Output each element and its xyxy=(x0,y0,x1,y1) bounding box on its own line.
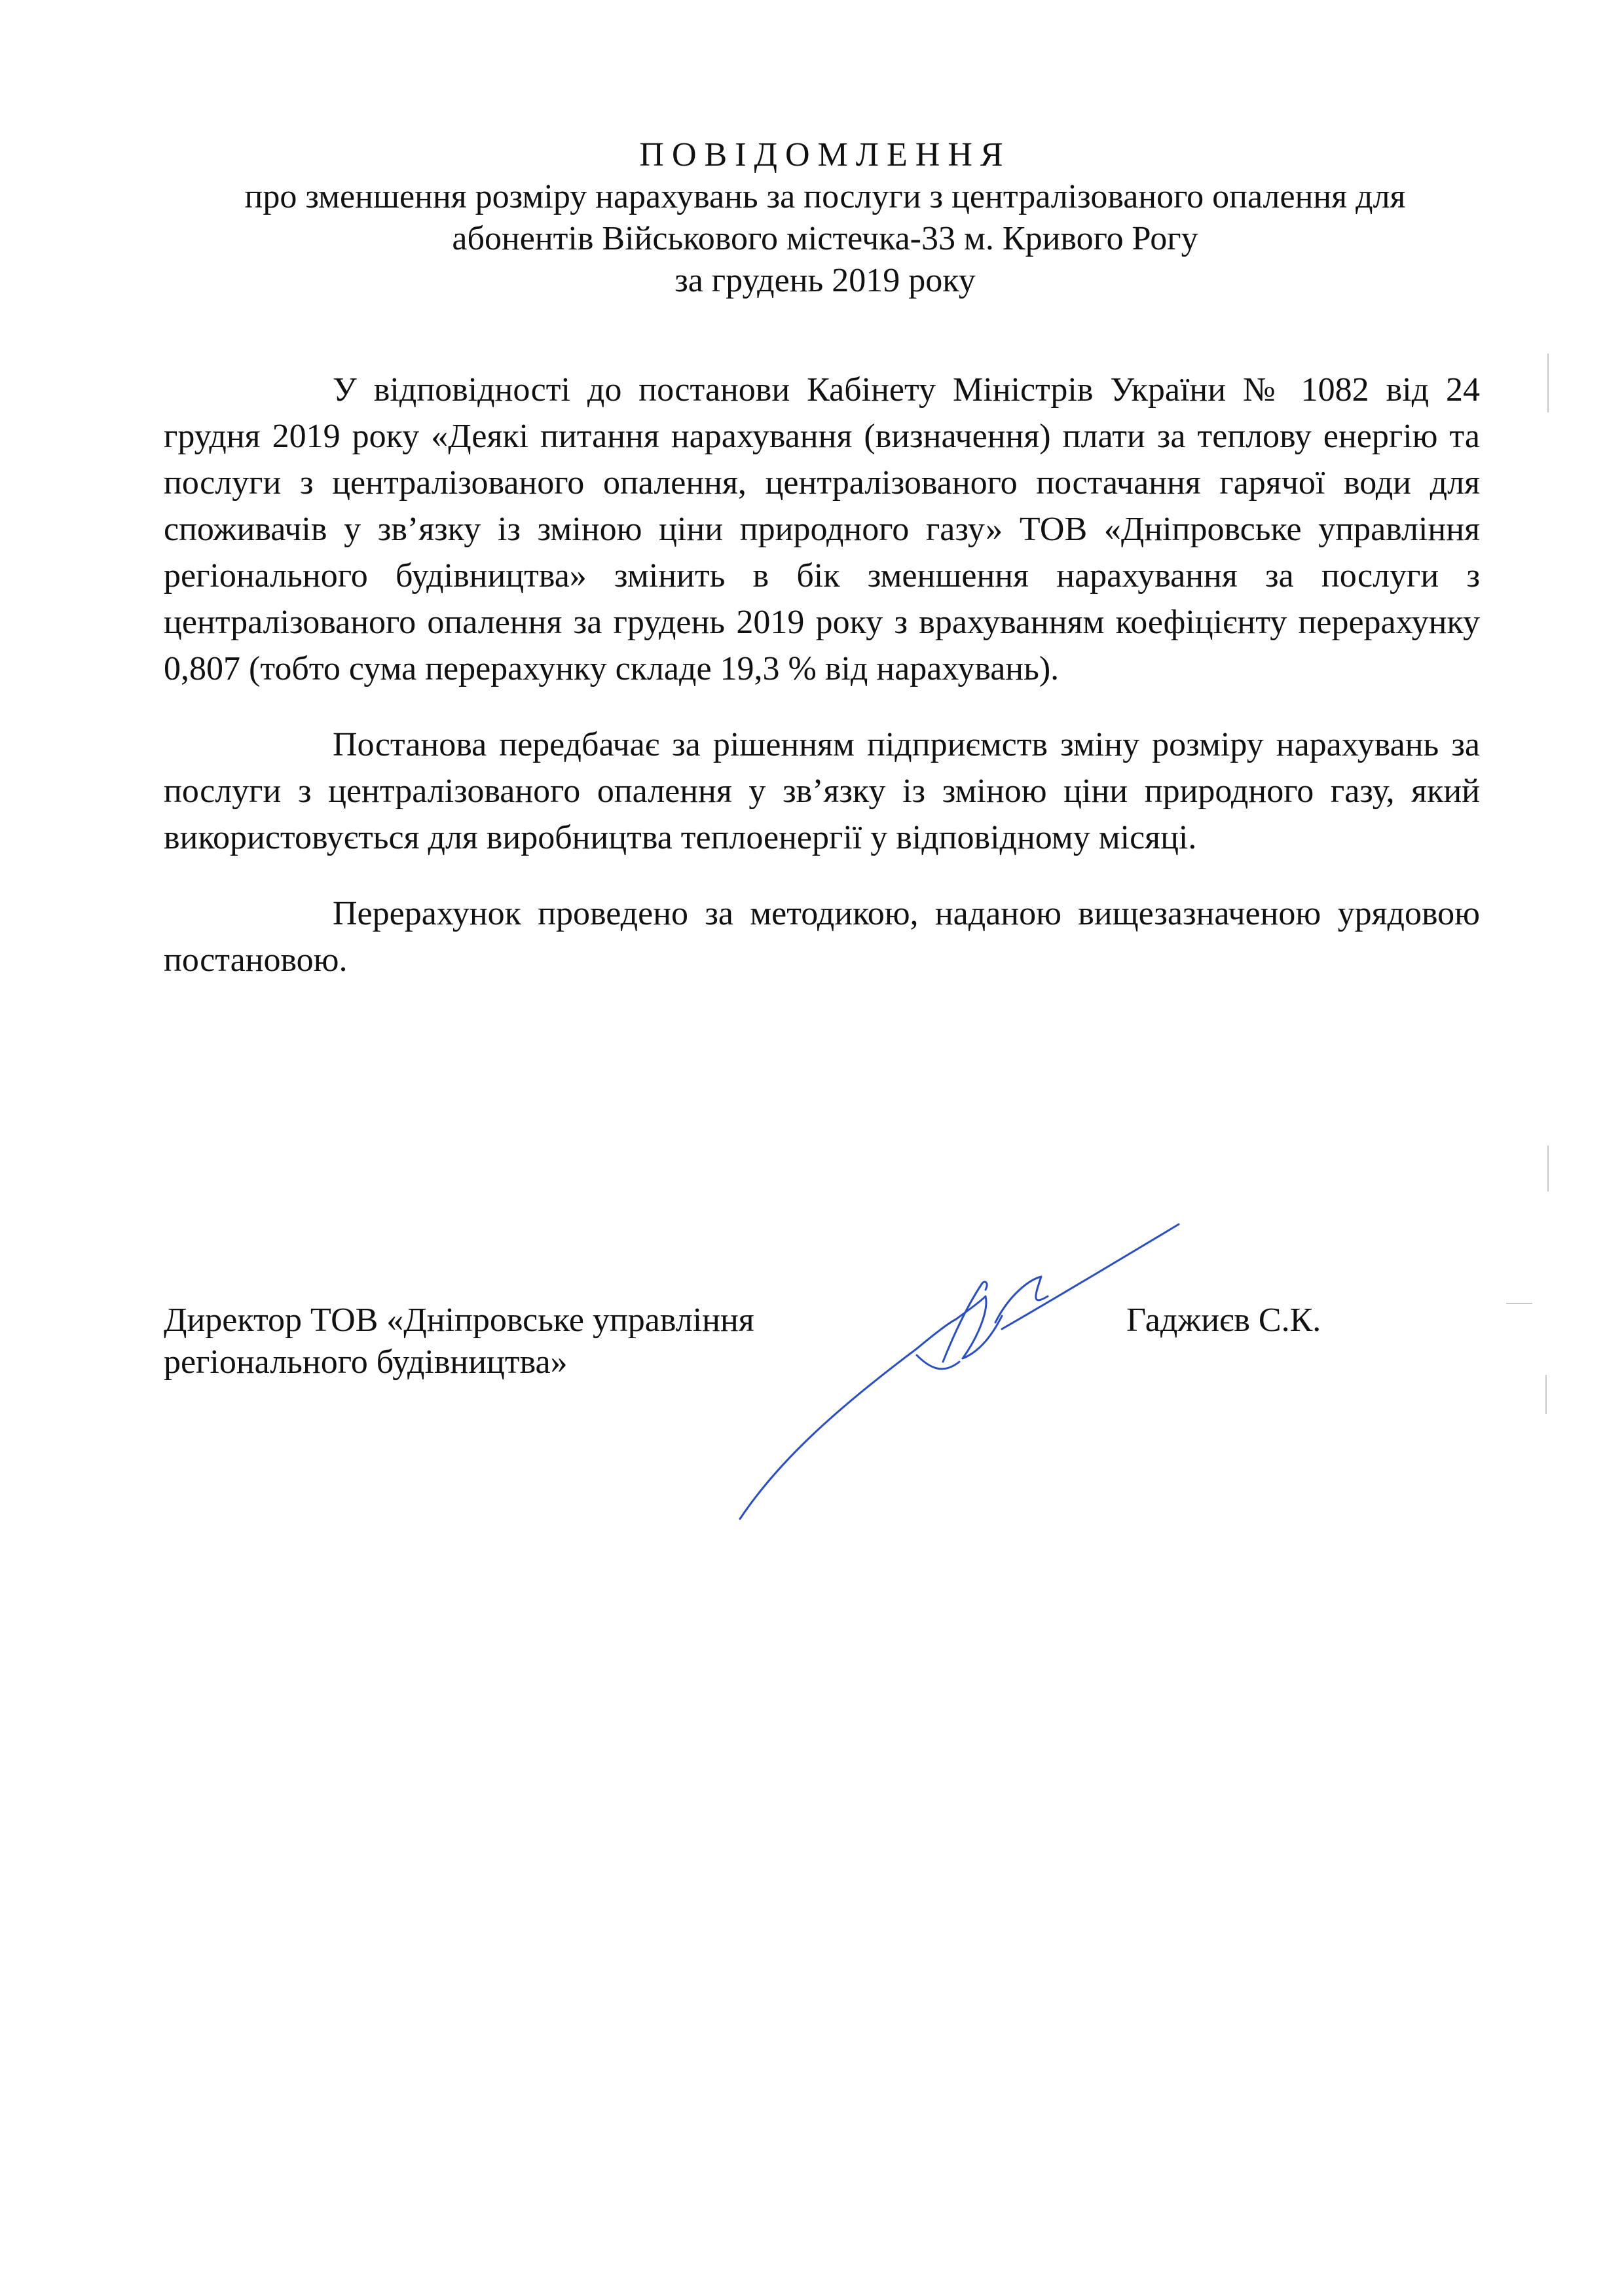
document-title: ПОВІДОМЛЕННЯ xyxy=(639,136,1011,173)
subtitle-line-2: абонентів Військового містечка-33 м. Кривого Рогу xyxy=(452,220,1198,257)
document-header xyxy=(157,134,1493,302)
signatory-position-line-1: Директор ТОВ «Дніпровське управління xyxy=(164,1302,754,1339)
signatory-position-line-2: регіонального будівництва» xyxy=(164,1343,568,1381)
signatory-position xyxy=(164,1300,884,1383)
scan-mark xyxy=(1506,1303,1532,1304)
scan-mark xyxy=(1547,1146,1549,1192)
paragraph-1: У відповідності до постанови Кабінету Міністрів України № 1082 від 24 грудня 2019 року «Деякі питання нарахування (визначення) плати за теплову енергію та послуги з централізованого опалення, централізованого постачання гарячої води для споживачів у зв’язку із зміною ціни природного газу» ТОВ «Дніпровське управління регіонального будівництва» змінить в бік зменшення нарахування за послуги з централізованого опалення за грудень 2019 року з врахуванням коефіцієнту перерахунку 0,807 (тобто сума перерахунку складе 19,3 % від нарахувань). xyxy=(164,371,1480,687)
paragraph-2: Постанова передбачає за рішенням підприємств зміну розміру нарахувань за послуги з централізованого опалення у зв’язку із зміною ціни природного газу, який використовується для виробництва теплоенергії у відповідному місяці. xyxy=(164,726,1480,856)
subtitle-line-1: про зменшення розміру нарахувань за послуги з централізованого опалення для xyxy=(244,178,1406,215)
signatory-name: Гаджиєв С.К. xyxy=(1126,1302,1321,1339)
scan-mark xyxy=(1547,354,1549,412)
scan-mark xyxy=(1545,1375,1547,1414)
document-body xyxy=(164,367,1480,1013)
paragraph-3: Перерахунок проведено за методикою, наданою вищезазначеною урядовою постановою. xyxy=(164,895,1480,979)
subtitle-line-3: за грудень 2019 року xyxy=(674,262,976,299)
